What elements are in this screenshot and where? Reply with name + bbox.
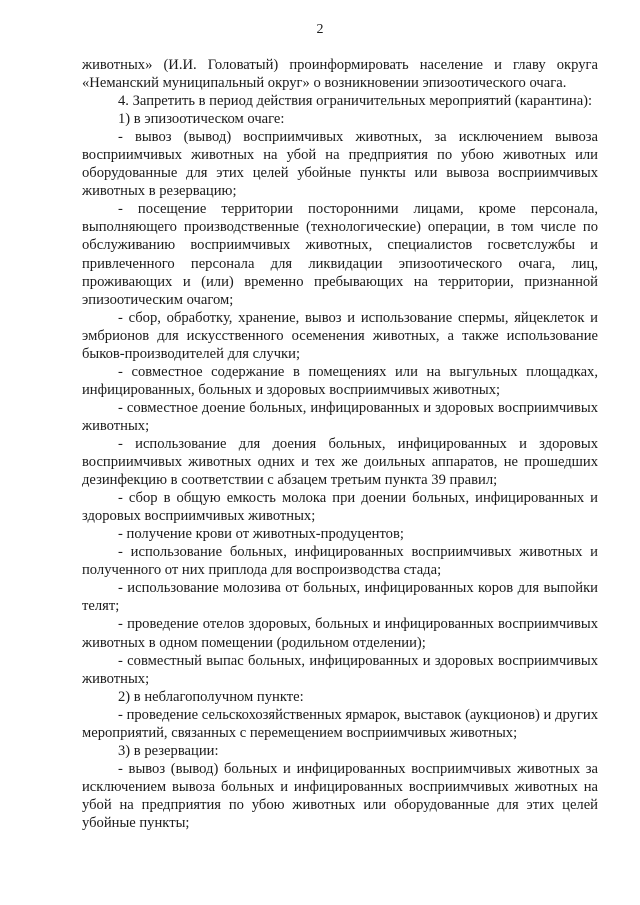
paragraph: 2) в неблагополучном пункте: [118, 688, 304, 705]
paragraph: - посещение территории посторонними лицами, кроме персонала, выполняющего производственные (технологические) операции, в том числе по обслуживанию восприимчивых животных, специалистов госветслужбы и привлеченного персонала для ликвидации эпизоотического очага, лиц, проживающих и (или) временно пребывающих на территории, признанной эпизоотическим очагом; [82, 201, 598, 308]
paragraph: - сбор в общую емкость молока при доении больных, инфицированных и здоровых восприимчивых животных; [82, 490, 598, 525]
paragraph: - использование для доения больных, инфицированных и здоровых восприимчивых животных одних и тех же доильных аппаратов, не прошедших дезинфекцию в соответствии с абзацем третьим пункта 39 правил; [82, 435, 598, 489]
paragraph: 1) в эпизоотическом очаге: [118, 111, 285, 128]
paragraph: животных» (И.И. Головатый) проинформировать население и главу округа «Неманский муниципальный округ» о возникновении эпизоотического очага. [82, 57, 598, 92]
paragraph: - получение крови от животных-продуцентов; [118, 526, 404, 543]
document-body [82, 56, 598, 832]
paragraph: - использование молозива от больных, инфицированных коров для выпойки телят; [82, 580, 598, 615]
paragraph: - вывоз (вывод) восприимчивых животных, за исключением вывоза восприимчивых животных на убой на предприятия по убою животных или оборудованные для этих целей убойные пункты или вывоза восприимчивых животных в резервацию; [82, 129, 598, 200]
paragraph: - совместный выпас больных, инфицированных и здоровых восприимчивых животных; [82, 652, 598, 687]
paragraph: - совместное доение больных, инфицированных и здоровых восприимчивых животных; [82, 399, 598, 434]
paragraph: - вывоз (вывод) больных и инфицированных восприимчивых животных за исключением вывоза больных и инфицированных восприимчивых животных на убой на предприятия по убою животных или оборудованные для этих целей убойные пункты; [82, 760, 598, 831]
paragraph: - проведение отелов здоровых, больных и инфицированных восприимчивых животных в одном помещении (родильном отделении); [82, 616, 598, 651]
paragraph: 4. Запретить в период действия ограничительных мероприятий (карантина): [118, 93, 593, 110]
paragraph: - проведение сельскохозяйственных ярмарок, выставок (аукционов) и других мероприятий, связанных с перемещением восприимчивых животных; [82, 706, 598, 741]
paragraph: - использование больных, инфицированных восприимчивых животных и полученного от них приплода для воспроизводства стада; [82, 544, 598, 579]
page-number: 2 [316, 22, 324, 37]
paragraph: - сбор, обработку, хранение, вывоз и использование спермы, яйцеклеток и эмбрионов для искусственного осеменения животных, а также использование быков-производителей для случки; [82, 309, 598, 362]
paragraph: 3) в резервации: [118, 742, 219, 759]
paragraph: - совместное содержание в помещениях или на выгульных площадках, инфицированных, больных и здоровых восприимчивых животных; [82, 363, 598, 398]
